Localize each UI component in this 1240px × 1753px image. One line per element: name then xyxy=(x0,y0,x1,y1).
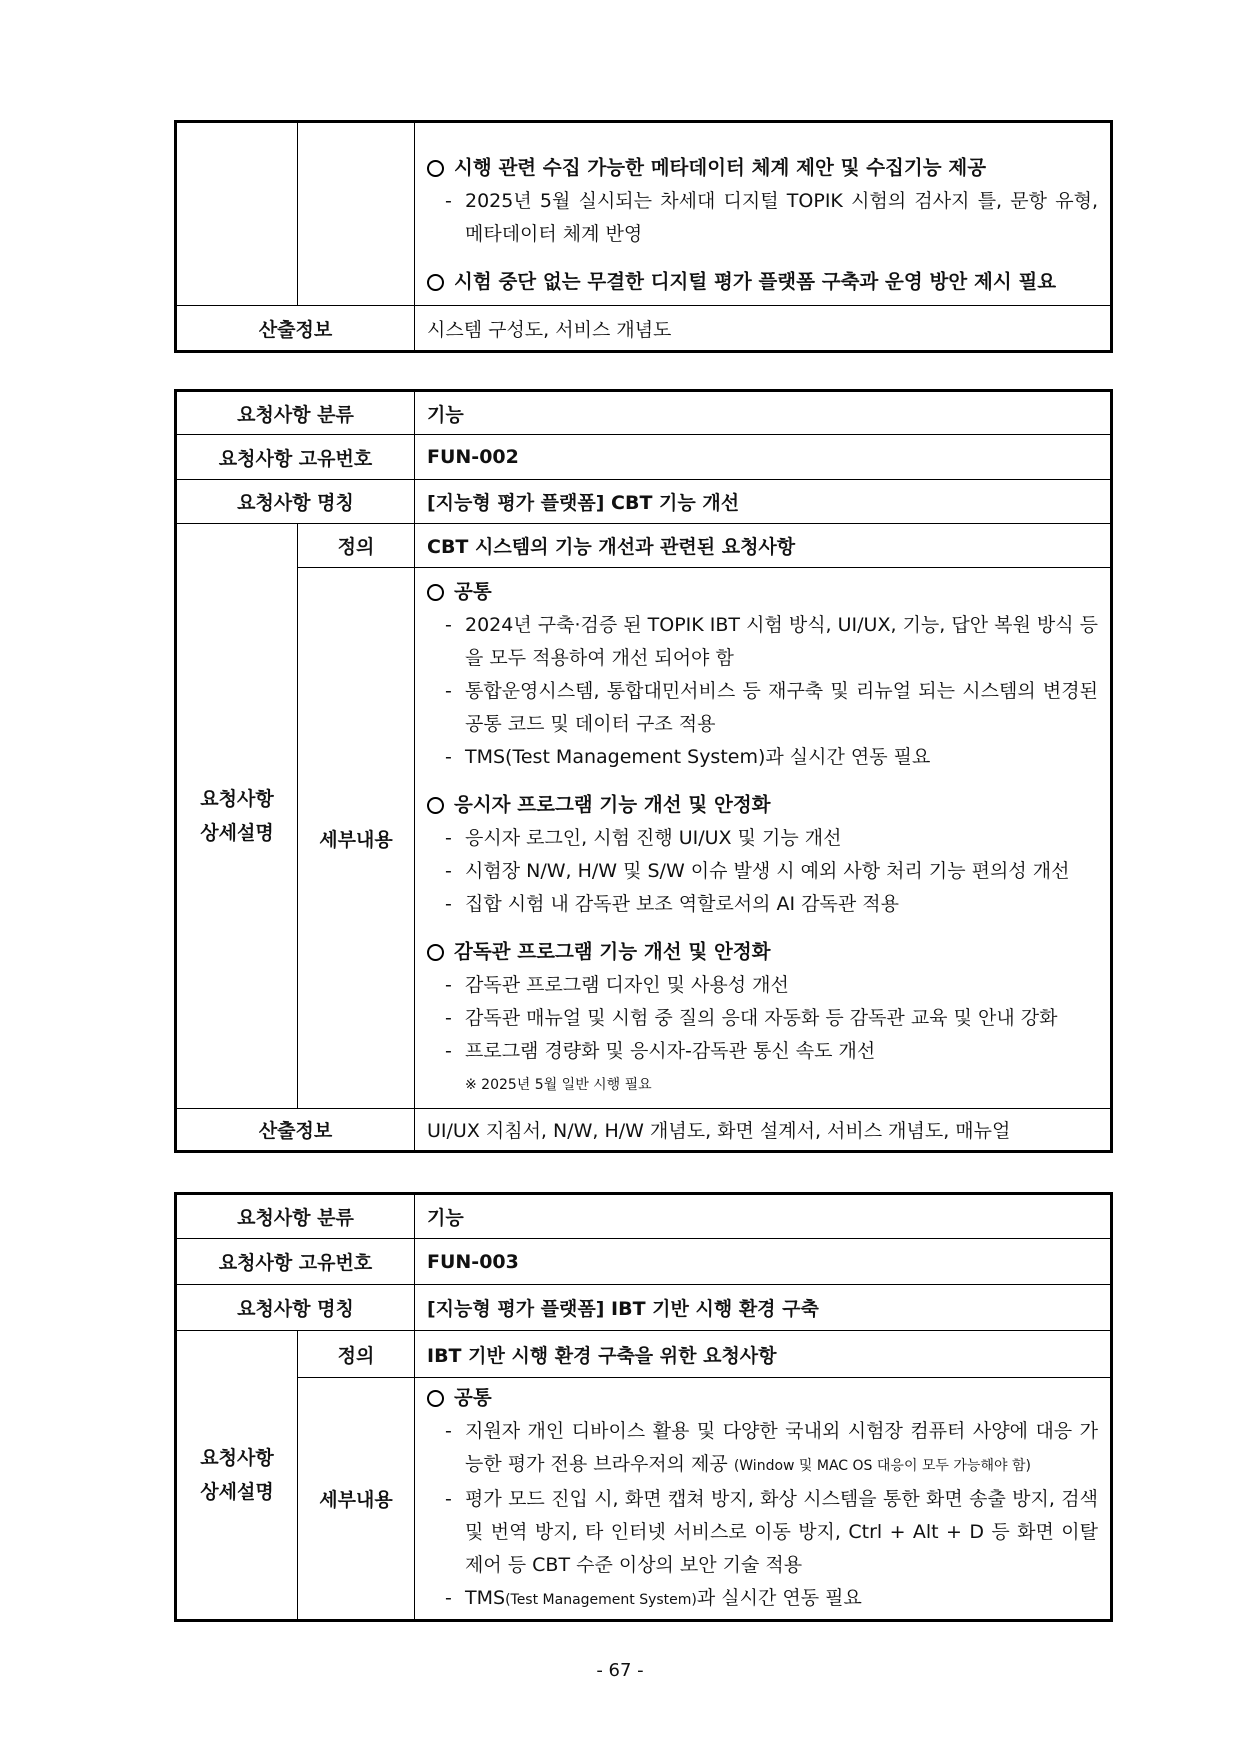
output-label: 산출정보 xyxy=(176,306,415,352)
id-label: 요청사항 고유번호 xyxy=(176,435,415,480)
category-value: 기능 xyxy=(415,1194,1112,1239)
note-text: ※ 2025년 5월 일반 시행 필요 xyxy=(465,1076,652,1093)
list-item: - 2024년 구축·검증 된 TOPIK IBT 시험 방식, UI/UX, 기능, 답안 복원 방식 등을 모두 적용하여 개선 되어야 함 xyxy=(445,613,1098,669)
list-item: - 응시자 로그인, 시험 진행 UI/UX 및 기능 개선 xyxy=(445,826,842,849)
section-heading: 공통 xyxy=(427,575,1098,609)
definition-label: 정의 xyxy=(298,524,415,568)
content-label: 세부내용 xyxy=(298,568,415,1109)
list-item: - 감독관 프로그램 디자인 및 사용성 개선 xyxy=(445,973,789,996)
name-label: 요청사항 명칭 xyxy=(176,480,415,524)
name-value: [지능형 평가 플랫폼] IBT 기반 시행 환경 구축 xyxy=(415,1285,1112,1331)
id-value: FUN-002 xyxy=(415,435,1112,480)
output-value: UI/UX 지침서, N/W, H/W 개념도, 화면 설계서, 서비스 개념도, 매뉴얼 xyxy=(415,1109,1112,1152)
list-item: - TMS(Test Management System)과 실시간 연동 필요 xyxy=(445,1586,862,1609)
list-item: - TMS(Test Management System)과 실시간 연동 필요 xyxy=(445,745,931,768)
list-item: - 감독관 매뉴얼 및 시험 중 질의 응대 자동화 등 감독관 교육 및 안내 강화 xyxy=(445,1006,1058,1029)
requirement-table-fun-003 xyxy=(174,1192,1113,1622)
circle-bullet-icon xyxy=(427,1390,444,1407)
definition-value: CBT 시스템의 기능 개선과 관련된 요청사항 xyxy=(415,524,1112,568)
detail-content xyxy=(415,1378,1112,1621)
detail-content xyxy=(415,568,1112,1109)
id-value: FUN-003 xyxy=(415,1239,1112,1285)
category-label: 요청사항 분류 xyxy=(176,1194,415,1239)
list-item: - 집합 시험 내 감독관 보조 역할로서의 AI 감독관 적용 xyxy=(445,892,899,915)
name-value: [지능형 평가 플랫폼] CBT 기능 개선 xyxy=(415,480,1112,524)
circle-bullet-icon xyxy=(427,160,444,177)
list-item: - 2025년 5월 실시되는 차세대 디지털 TOPIK 시험의 검사지 틀, 문항 유형, 메타데이터 체계 반영 xyxy=(445,190,1098,245)
content-label: 세부내용 xyxy=(298,1378,415,1621)
list-item: - 통합운영시스템, 통합대민서비스 등 재구축 및 리뉴얼 되는 시스템의 변경된 공통 코드 및 데이터 구조 적용 xyxy=(445,679,1098,735)
detail-label: 요청사항 상세설명 xyxy=(176,1331,298,1621)
list-item: - 시험장 N/W, H/W 및 S/W 이슈 발생 시 예외 사항 처리 기능 편의성 개선 xyxy=(445,859,1070,882)
definition-value: IBT 기반 시행 환경 구축을 위한 요청사항 xyxy=(415,1331,1112,1378)
circle-bullet-icon xyxy=(427,797,444,814)
id-label: 요청사항 고유번호 xyxy=(176,1239,415,1285)
output-label: 산출정보 xyxy=(176,1109,415,1152)
page-number: - 67 - xyxy=(596,1660,644,1681)
list-item: - 프로그램 경량화 및 응시자-감독관 통신 속도 개선 xyxy=(445,1039,876,1062)
detail-content xyxy=(415,122,1112,306)
definition-label: 정의 xyxy=(298,1331,415,1378)
section-heading: 응시자 프로그램 기능 개선 및 안정화 xyxy=(427,788,1098,822)
section-heading: 시행 관련 수집 가능한 메타데이터 체계 제안 및 수집기능 제공 xyxy=(427,151,1098,185)
circle-bullet-icon xyxy=(427,274,444,291)
list-item: - 평가 모드 진입 시, 화면 캡쳐 방지, 화상 시스템을 통한 화면 송출 방지, 검색 및 번역 방지, 타 인터넷 서비스로 이동 방지, Ctrl + Alt + D 등 화면 이탈 제어 등 CBT 수준 이상의 보안 기술 적용 xyxy=(445,1487,1098,1576)
section-heading: 시험 중단 없는 무결한 디지털 평가 플랫폼 구축과 운영 방안 제시 필요 xyxy=(427,265,1098,299)
empty-label-cell xyxy=(298,122,415,306)
category-label: 요청사항 분류 xyxy=(176,391,415,435)
section-heading: 감독관 프로그램 기능 개선 및 안정화 xyxy=(427,935,1098,969)
list-item: - 지원자 개인 디바이스 활용 및 다양한 국내외 시험장 컴퓨터 사양에 대응 가능한 평가 전용 브라우저의 제공 (Window 및 MAC OS 대응이 모두 가능해야 함) xyxy=(445,1419,1098,1475)
empty-label-cell xyxy=(176,122,298,306)
section-heading: 공통 xyxy=(427,1381,1098,1415)
output-value: 시스템 구성도, 서비스 개념도 xyxy=(415,306,1112,352)
category-value: 기능 xyxy=(415,391,1112,435)
name-label: 요청사항 명칭 xyxy=(176,1285,415,1331)
detail-label: 요청사항 상세설명 xyxy=(176,524,298,1109)
circle-bullet-icon xyxy=(427,584,444,601)
requirement-table-fun-002 xyxy=(174,389,1113,1153)
circle-bullet-icon xyxy=(427,944,444,961)
table-continued xyxy=(174,120,1113,353)
